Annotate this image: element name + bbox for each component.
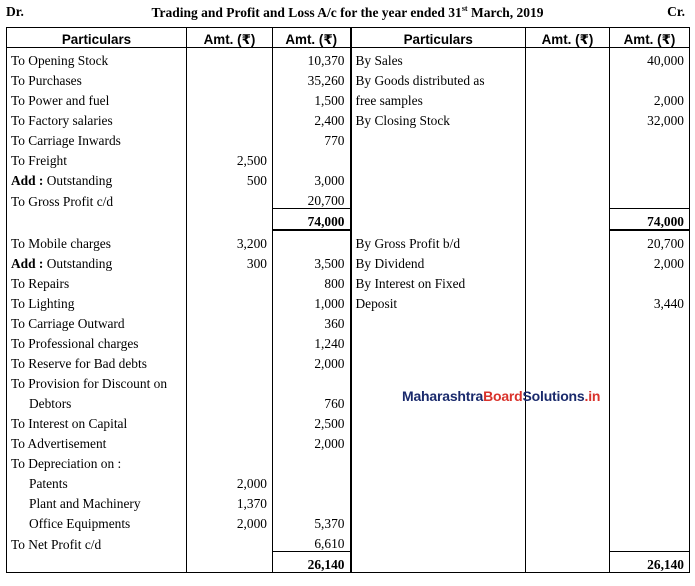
amt-dr-outer-cell: 10,370 — [273, 48, 351, 69]
amt-dr-inner-cell — [187, 451, 273, 471]
amt-dr-outer-cell: 26,140 — [273, 552, 351, 573]
amt-dr-inner-cell — [187, 188, 273, 209]
particulars-cr-cell — [351, 511, 526, 531]
total-row — [7, 552, 690, 573]
amt-cr-outer-cell — [610, 511, 690, 531]
amt-dr-inner-cell: 2,500 — [187, 148, 273, 168]
amt-cr-inner-cell — [526, 148, 610, 168]
particulars-text: Outstanding — [46, 256, 113, 271]
trading-pl-account-table — [6, 27, 690, 573]
add-label: Add : — [11, 256, 44, 271]
amt-dr-outer-cell: 1,500 — [273, 88, 351, 108]
particulars-cr-cell — [351, 188, 526, 209]
account-row — [7, 88, 690, 108]
amt-cr-outer-cell: 74,000 — [610, 209, 690, 231]
amt-dr-outer-cell: 5,370 — [273, 511, 351, 531]
amt-cr-outer-cell — [610, 411, 690, 431]
amt-dr-outer-cell: 3,500 — [273, 251, 351, 271]
particulars-cr-cell: By Goods distributed as — [351, 68, 526, 88]
account-row — [7, 491, 690, 511]
amt-dr-inner-cell — [187, 331, 273, 351]
amt-dr-inner-cell — [187, 209, 273, 231]
account-body — [7, 28, 690, 573]
particulars-dr-cell: Debtors — [7, 391, 187, 411]
amt-cr-outer-cell — [610, 391, 690, 411]
particulars-cr-cell — [351, 331, 526, 351]
amt-cr-inner-cell — [526, 209, 610, 231]
title-sup: st — [461, 4, 468, 13]
particulars-dr-cell: To Power and fuel — [7, 88, 187, 108]
amt-cr-inner-cell — [526, 251, 610, 271]
amt-cr-inner-cell — [526, 531, 610, 552]
watermark-part3: Solutions — [522, 388, 585, 404]
account-row — [7, 511, 690, 531]
amt-dr-outer-cell — [273, 491, 351, 511]
col-amt-cr-2: Amt. (₹) — [610, 28, 690, 48]
amt-cr-outer-cell — [610, 471, 690, 491]
account-row — [7, 108, 690, 128]
col-amt-dr-1: Amt. (₹) — [187, 28, 273, 48]
particulars-cr-cell — [351, 471, 526, 491]
particulars-dr-cell: To Factory salaries — [7, 108, 187, 128]
amt-dr-inner-cell — [187, 552, 273, 573]
amt-cr-inner-cell — [526, 491, 610, 511]
particulars-cr-cell: By Sales — [351, 48, 526, 69]
particulars-text: Outstanding — [46, 173, 113, 188]
account-row — [7, 351, 690, 371]
amt-cr-outer-cell — [610, 188, 690, 209]
particulars-dr-cell: Office Equipments — [7, 511, 187, 531]
amt-dr-outer-cell: 2,000 — [273, 431, 351, 451]
amt-dr-inner-cell — [187, 391, 273, 411]
particulars-cr-cell — [351, 491, 526, 511]
col-amt-cr-1: Amt. (₹) — [526, 28, 610, 48]
amt-cr-inner-cell — [526, 48, 610, 69]
amt-cr-outer-cell — [610, 168, 690, 188]
amt-cr-inner-cell — [526, 311, 610, 331]
watermark — [402, 388, 600, 404]
amt-dr-outer-cell: 1,000 — [273, 291, 351, 311]
amt-dr-outer-cell: 770 — [273, 128, 351, 148]
amt-dr-inner-cell — [187, 48, 273, 69]
amt-cr-inner-cell — [526, 351, 610, 371]
particulars-dr-cell: To Repairs — [7, 271, 187, 291]
particulars-cr-cell: Deposit — [351, 291, 526, 311]
particulars-dr-cell — [7, 251, 187, 271]
amt-cr-outer-cell — [610, 331, 690, 351]
amt-dr-inner-cell — [187, 351, 273, 371]
account-row — [7, 148, 690, 168]
amt-cr-inner-cell — [526, 88, 610, 108]
particulars-cr-cell — [351, 148, 526, 168]
particulars-cr-cell — [351, 168, 526, 188]
particulars-dr-cell: To Gross Profit c/d — [7, 188, 187, 209]
account-row — [7, 128, 690, 148]
amt-cr-outer-cell — [610, 68, 690, 88]
amt-cr-inner-cell — [526, 451, 610, 471]
amt-dr-inner-cell — [187, 371, 273, 391]
amt-cr-outer-cell: 40,000 — [610, 48, 690, 69]
amt-cr-outer-cell: 3,440 — [610, 291, 690, 311]
particulars-cr-cell — [351, 411, 526, 431]
amt-dr-outer-cell: 360 — [273, 311, 351, 331]
account-row — [7, 311, 690, 331]
amt-cr-inner-cell — [526, 511, 610, 531]
particulars-dr-cell: To Advertisement — [7, 431, 187, 451]
amt-cr-outer-cell — [610, 271, 690, 291]
account-row — [7, 68, 690, 88]
particulars-cr-cell — [351, 552, 526, 573]
particulars-cr-cell: By Closing Stock — [351, 108, 526, 128]
particulars-cr-cell — [351, 311, 526, 331]
account-row — [7, 431, 690, 451]
amt-cr-inner-cell — [526, 188, 610, 209]
amt-dr-inner-cell — [187, 128, 273, 148]
account-row — [7, 291, 690, 311]
amt-dr-outer-cell: 6,610 — [273, 531, 351, 552]
account-row — [7, 331, 690, 351]
amt-dr-outer-cell — [273, 471, 351, 491]
particulars-cr-cell — [351, 431, 526, 451]
debit-label: Dr. — [6, 4, 24, 19]
add-label: Add : — [11, 173, 44, 188]
particulars-dr-cell: To Provision for Discount on — [7, 371, 187, 391]
amt-dr-outer-cell: 74,000 — [273, 209, 351, 231]
amt-dr-outer-cell: 800 — [273, 271, 351, 291]
particulars-dr-cell: To Professional charges — [7, 331, 187, 351]
amt-cr-inner-cell — [526, 128, 610, 148]
particulars-dr-cell: To Carriage Outward — [7, 311, 187, 331]
amt-cr-inner-cell — [526, 168, 610, 188]
amt-dr-outer-cell — [273, 451, 351, 471]
account-row — [7, 451, 690, 471]
amt-cr-outer-cell: 26,140 — [610, 552, 690, 573]
amt-dr-inner-cell — [187, 431, 273, 451]
amt-dr-inner-cell: 2,000 — [187, 511, 273, 531]
particulars-dr-cell: To Mobile charges — [7, 230, 187, 251]
particulars-cr-cell — [351, 128, 526, 148]
particulars-cr-cell: By Gross Profit b/d — [351, 230, 526, 251]
particulars-dr-cell: To Purchases — [7, 68, 187, 88]
particulars-dr-cell — [7, 552, 187, 573]
amt-dr-inner-cell: 1,370 — [187, 491, 273, 511]
amt-cr-outer-cell — [610, 128, 690, 148]
account-row — [7, 411, 690, 431]
amt-dr-outer-cell: 20,700 — [273, 188, 351, 209]
amt-dr-inner-cell: 300 — [187, 251, 273, 271]
column-header-row — [7, 28, 690, 48]
account-row — [7, 230, 690, 251]
particulars-dr-cell: To Opening Stock — [7, 48, 187, 69]
amt-cr-outer-cell: 20,700 — [610, 230, 690, 251]
amt-cr-inner-cell — [526, 331, 610, 351]
particulars-dr-cell: To Freight — [7, 148, 187, 168]
amt-dr-inner-cell — [187, 108, 273, 128]
title-text: Trading and Profit and Loss A/c for the year ended 31 — [151, 5, 462, 20]
particulars-dr-cell: Patents — [7, 471, 187, 491]
col-particulars-dr: Particulars — [7, 28, 187, 48]
amt-dr-outer-cell: 1,240 — [273, 331, 351, 351]
amt-cr-outer-cell: 2,000 — [610, 88, 690, 108]
amt-cr-inner-cell — [526, 471, 610, 491]
amt-cr-outer-cell — [610, 351, 690, 371]
amt-dr-outer-cell: 2,500 — [273, 411, 351, 431]
amt-dr-inner-cell — [187, 88, 273, 108]
title-end: March, 2019 — [467, 5, 544, 20]
amt-cr-outer-cell — [610, 531, 690, 552]
account-row — [7, 48, 690, 69]
amt-cr-outer-cell — [610, 451, 690, 471]
particulars-cr-cell — [351, 351, 526, 371]
particulars-dr-cell — [7, 209, 187, 231]
particulars-dr-cell: To Carriage Inwards — [7, 128, 187, 148]
amt-dr-inner-cell — [187, 271, 273, 291]
particulars-cr-cell — [351, 209, 526, 231]
amt-cr-outer-cell — [610, 311, 690, 331]
amt-dr-outer-cell — [273, 230, 351, 251]
amt-cr-inner-cell — [526, 230, 610, 251]
amt-cr-outer-cell — [610, 491, 690, 511]
particulars-dr-cell: To Reserve for Bad debts — [7, 351, 187, 371]
amt-cr-outer-cell — [610, 148, 690, 168]
particulars-cr-cell: By Interest on Fixed — [351, 271, 526, 291]
particulars-dr-cell: Plant and Machinery — [7, 491, 187, 511]
account-row — [7, 471, 690, 491]
particulars-dr-cell: To Net Profit c/d — [7, 531, 187, 552]
particulars-cr-cell: By Dividend — [351, 251, 526, 271]
credit-label: Cr. — [667, 4, 685, 19]
amt-dr-inner-cell — [187, 291, 273, 311]
account-row — [7, 251, 690, 271]
col-particulars-cr: Particulars — [351, 28, 526, 48]
amt-cr-inner-cell — [526, 68, 610, 88]
amt-cr-outer-cell — [610, 371, 690, 391]
account-row — [7, 271, 690, 291]
amt-cr-inner-cell — [526, 108, 610, 128]
amt-dr-inner-cell — [187, 531, 273, 552]
amt-dr-outer-cell — [273, 371, 351, 391]
amt-dr-inner-cell — [187, 68, 273, 88]
amt-cr-inner-cell — [526, 552, 610, 573]
particulars-dr-cell — [7, 168, 187, 188]
amt-dr-inner-cell — [187, 311, 273, 331]
amt-cr-inner-cell — [526, 271, 610, 291]
particulars-dr-cell: To Interest on Capital — [7, 411, 187, 431]
amt-dr-inner-cell: 500 — [187, 168, 273, 188]
watermark-part4: .in — [584, 388, 601, 404]
col-amt-dr-2: Amt. (₹) — [273, 28, 351, 48]
watermark-part2: Board — [483, 388, 523, 404]
amt-cr-outer-cell: 2,000 — [610, 251, 690, 271]
amt-dr-inner-cell — [187, 411, 273, 431]
amt-dr-outer-cell: 3,000 — [273, 168, 351, 188]
particulars-dr-cell: To Depreciation on : — [7, 451, 187, 471]
amt-dr-outer-cell: 2,000 — [273, 351, 351, 371]
amt-dr-outer-cell: 2,400 — [273, 108, 351, 128]
particulars-cr-cell — [351, 451, 526, 471]
particulars-cr-cell — [351, 531, 526, 552]
amt-cr-outer-cell: 32,000 — [610, 108, 690, 128]
amt-dr-outer-cell: 35,260 — [273, 68, 351, 88]
amt-dr-inner-cell: 2,000 — [187, 471, 273, 491]
amt-dr-inner-cell: 3,200 — [187, 230, 273, 251]
total-row — [7, 209, 690, 231]
statement-title — [6, 4, 689, 21]
account-row — [7, 531, 690, 552]
amt-cr-inner-cell — [526, 411, 610, 431]
amt-cr-inner-cell — [526, 431, 610, 451]
particulars-cr-cell: free samples — [351, 88, 526, 108]
statement-header — [6, 4, 689, 22]
amt-dr-outer-cell: 760 — [273, 391, 351, 411]
account-row — [7, 188, 690, 209]
watermark-part1: Maharashtra — [402, 388, 484, 404]
account-row — [7, 168, 690, 188]
amt-cr-inner-cell — [526, 291, 610, 311]
amt-dr-outer-cell — [273, 148, 351, 168]
particulars-dr-cell: To Lighting — [7, 291, 187, 311]
amt-cr-outer-cell — [610, 431, 690, 451]
